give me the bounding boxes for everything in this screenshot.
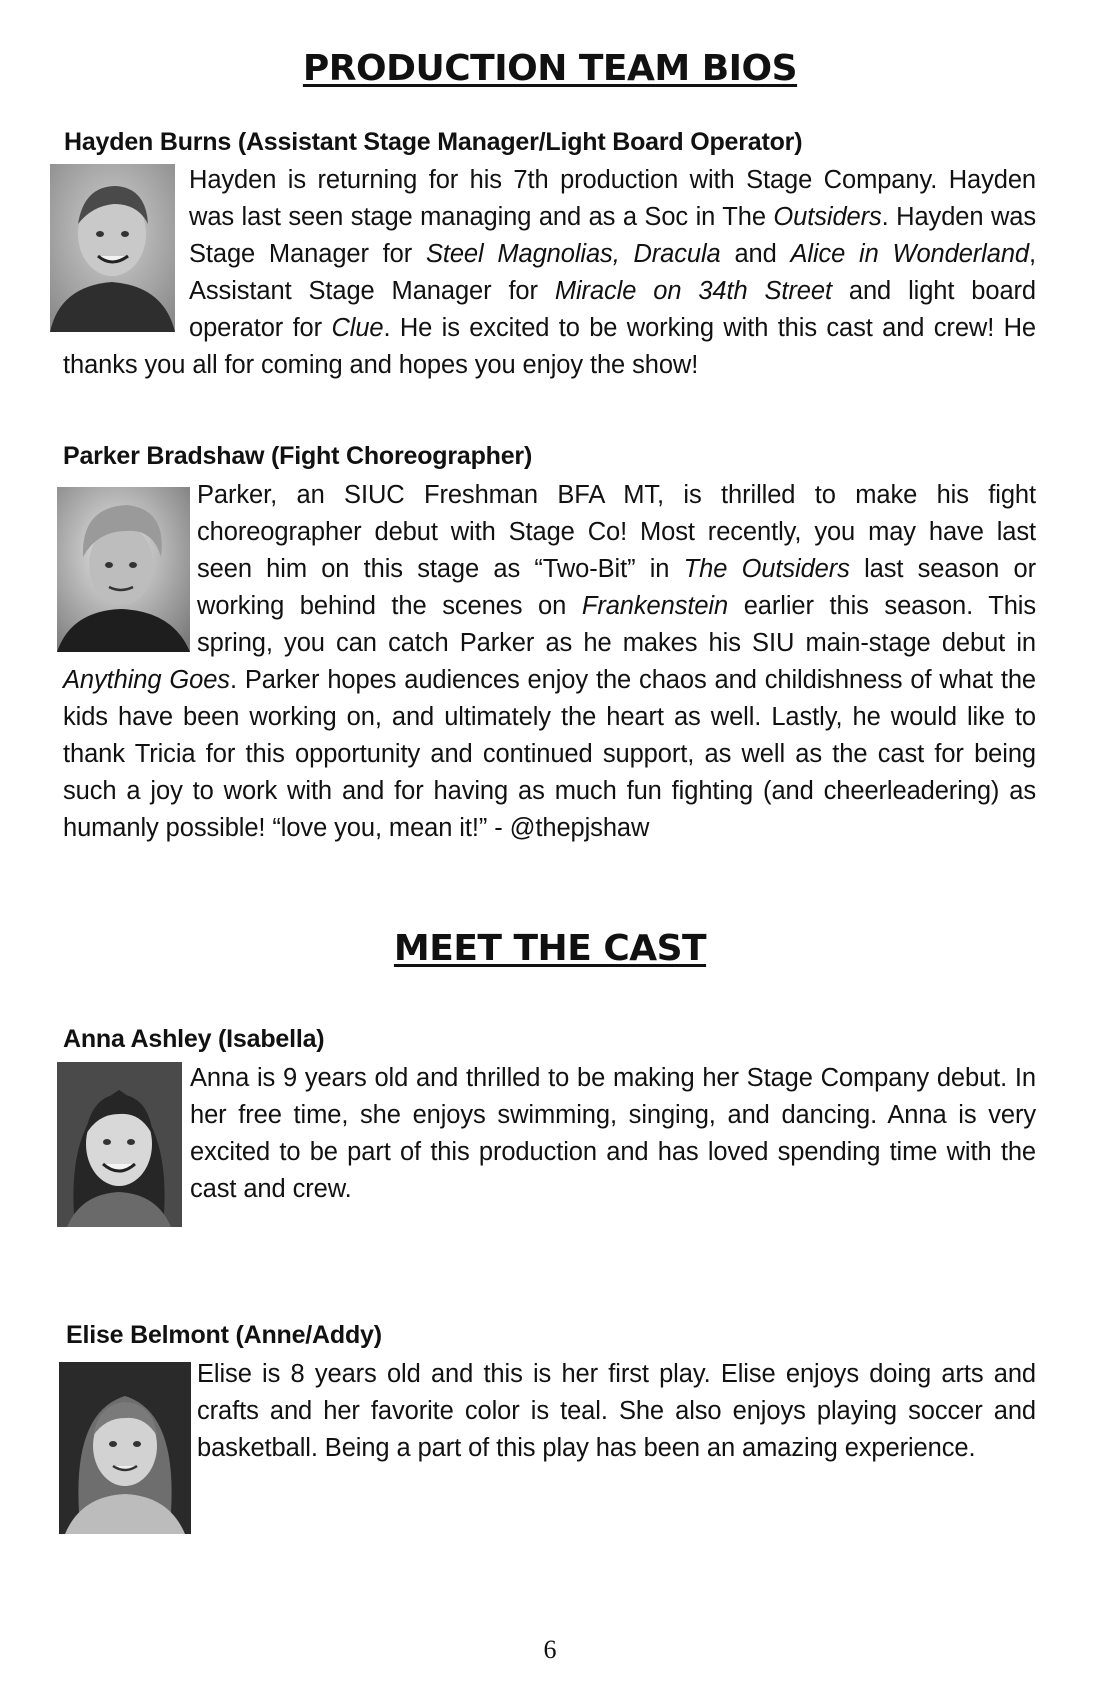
headshot-elise-belmont — [59, 1362, 191, 1534]
text-run: and — [720, 240, 791, 268]
bio-name-elise-belmont: Elise Belmont (Anne/Addy) — [66, 1321, 382, 1349]
cast-heading: MEET THE CAST — [393, 928, 707, 969]
text-run: and light board operator for — [189, 277, 1036, 342]
italic-title: Steel Magnolias, Dracula — [425, 240, 721, 268]
italic-title: Outsiders — [773, 203, 882, 231]
bio-text-parker-bradshaw — [63, 477, 1036, 847]
bio-paragraph — [63, 1356, 1036, 1467]
bio-paragraph — [63, 477, 1036, 847]
bio-name-anna-ashley: Anna Ashley (Isabella) — [63, 1025, 325, 1053]
text-run: , Assistant Stage Manager for — [189, 240, 1036, 305]
italic-title: Clue — [331, 314, 384, 342]
text-run: Parker, an SIUC Freshman BFA MT, is thrilled to make his fight choreographer debut with Stage Co! Most recently, you may have last seen him on this stage as “Two-Bit” in — [197, 481, 1036, 583]
italic-title: The Outsiders — [683, 555, 850, 583]
text-run: . Hayden was Stage Manager for — [189, 203, 1036, 268]
bio-name-hayden-burns: Hayden Burns (Assistant Stage Manager/Light Board Operator) — [64, 128, 803, 156]
text-run: Anna is 9 years old and thrilled to be making her Stage Company debut. In her free time, she enjoys swimming, singing, and dancing. Anna is very excited to be part of this production and has loved spending time with the cast and crew. — [190, 1064, 1036, 1203]
text-run: last season or working behind the scenes on — [197, 555, 1036, 620]
italic-title: Alice in Wonderland — [790, 240, 1029, 268]
bio-paragraph — [63, 162, 1036, 384]
headshot-parker-bradshaw — [57, 487, 190, 652]
headshot-anna-ashley — [57, 1062, 182, 1227]
text-run: earlier this season. This spring, you can catch Parker as he makes his SIU main-stage debut in — [197, 592, 1037, 657]
bio-paragraph — [63, 1060, 1036, 1208]
headshot-hayden-burns — [50, 164, 175, 332]
bio-text-hayden-burns — [63, 162, 1036, 384]
italic-title: Miracle on 34th Street — [554, 277, 832, 305]
text-run: Hayden is returning for his 7th production with Stage Company. Hayden was last seen stage managing and as a Soc in The — [189, 166, 1036, 231]
bio-name-parker-bradshaw: Parker Bradshaw (Fight Choreographer) — [63, 442, 533, 470]
page-number: 6 — [543, 1635, 557, 1664]
bio-text-anna-ashley — [63, 1060, 1036, 1227]
text-run: . Parker hopes audiences enjoy the chaos and childishness of what the kids have been working on, and ultimately the heart as well. Lastly, he would like to thank Tricia for this opportunity and continued support, as well as the cast for being such a joy to work with and for having as much fun fighting (and cheerleadering) as humanly possible! “love you, mean it!” - @thepjshaw — [63, 666, 1036, 842]
bio-text-elise-belmont — [63, 1356, 1036, 1534]
text-run: Elise is 8 years old and this is her first play. Elise enjoys doing arts and crafts and her favorite color is teal. She also enjoys playing soccer and basketball. Being a part of this play has been an amazing experience. — [197, 1360, 1036, 1462]
production-team-heading: PRODUCTION TEAM BIOS — [302, 48, 798, 89]
text-run: . He is excited to be working with this cast and crew! He thanks you all for coming and hopes you enjoy the show! — [63, 314, 1036, 379]
italic-title: Frankenstein — [581, 592, 729, 620]
italic-title: Anything Goes — [63, 666, 230, 694]
